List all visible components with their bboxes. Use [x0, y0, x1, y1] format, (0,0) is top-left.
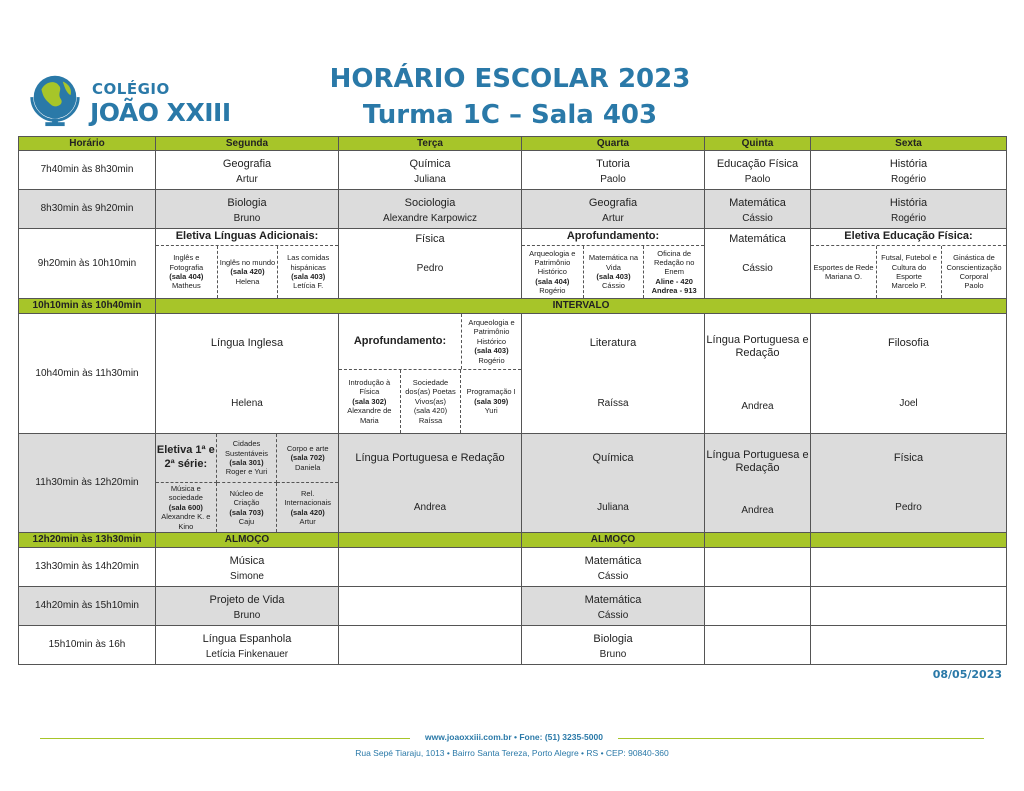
break-empty [705, 533, 811, 548]
empty-cell [339, 626, 522, 665]
break-row [19, 299, 1007, 314]
subject: Língua Portuguesa e Redação [706, 448, 809, 475]
elective-cell [339, 314, 522, 434]
elective-option: Introdução à Física (sala 302) Alexandre de Maria [347, 378, 392, 425]
page-title: HORÁRIO ESCOLAR 2023 [329, 64, 691, 94]
subject: Filosofia [888, 337, 929, 350]
subject: Língua Espanhola [202, 633, 292, 645]
elective-option: Inglês e Fotografia (sala 404) Matheus [169, 253, 204, 291]
empty-cell [339, 587, 522, 626]
logo-small-text: COLÉGIO [92, 80, 170, 98]
teacher: Andrea [741, 400, 774, 412]
time-cell: 13h30min às 14h20min [19, 548, 156, 587]
elective-option: Música e sociedade (sala 600) Alexandre K. e Kino [156, 483, 217, 532]
teacher: Juliana [414, 174, 446, 185]
header-row [19, 137, 1007, 151]
teacher: Cássio [597, 571, 629, 582]
footer-divider [618, 738, 984, 739]
elective-option: Núcleo de Criação (sala 703) Caju [217, 483, 278, 532]
class-cell [339, 151, 522, 190]
elective-option: Inglês no mundo (sala 420) Helena [217, 246, 278, 298]
elective-cell [522, 229, 705, 299]
subject: Física [893, 452, 924, 465]
elective-option: Las comidas hispánicas (sala 403) Letícia F. [277, 246, 338, 298]
teacher: Pedro [895, 501, 922, 513]
elective-option: Programação I (sala 309) Yuri [460, 370, 521, 433]
elective-heading: Eletiva Educação Física: [811, 229, 1006, 246]
teacher: Pedro [416, 263, 444, 274]
teacher: Andrea [413, 501, 447, 513]
class-cell [522, 548, 705, 587]
teacher: Cássio [742, 263, 773, 274]
page-subtitle: Turma 1C – Sala 403 [362, 100, 658, 130]
class-cell [156, 314, 339, 434]
elective-option: Esportes de Rede Mariana O. [813, 262, 874, 282]
teacher: Rogério [890, 174, 927, 185]
teacher: Bruno [233, 213, 261, 224]
time-cell: 11h30min às 12h20min [19, 434, 156, 533]
time-cell: 14h20min às 15h10min [19, 587, 156, 626]
elective-option: Rel. Internacionais (sala 420) Artur [284, 488, 332, 526]
header-horario: Horário [19, 137, 156, 151]
elective-heading: Eletiva Línguas Adicionais: [156, 229, 338, 246]
teacher: Letícia Finkenauer [205, 649, 289, 660]
elective-option: Ginástica de Conscientização Corporal Paolo [941, 246, 1006, 298]
teacher: Artur [602, 213, 624, 224]
class-cell [156, 626, 339, 665]
class-cell [339, 190, 522, 229]
class-cell [522, 587, 705, 626]
time-cell: 15h10min às 16h [19, 626, 156, 665]
subject: Física [415, 233, 445, 245]
subject: Matemática [729, 197, 786, 209]
subject: Química [409, 158, 451, 170]
empty-cell [705, 626, 811, 665]
class-cell [705, 314, 811, 434]
subject: Língua Inglesa [210, 337, 284, 350]
elective-option: Arqueologia e Patrimônio Histórico (sala 404) Rogério [529, 248, 576, 296]
break-label: ALMOÇO [156, 533, 339, 548]
table-row [19, 626, 1007, 665]
time-cell: 10h10min às 10h40min [19, 299, 156, 314]
subject: Química [592, 452, 634, 465]
class-cell [705, 434, 811, 533]
footer-address: Rua Sepé Tiaraju, 1013 • Bairro Santa Tereza, Porto Alegre • RS • CEP: 90840-360 [355, 748, 669, 758]
class-cell [522, 190, 705, 229]
subject: Geografia [222, 158, 272, 170]
break-label: ALMOÇO [522, 533, 705, 548]
subject: Sociologia [404, 197, 456, 209]
subject: História [889, 158, 928, 170]
elective-heading: Eletiva 1ª e 2ª série: [156, 434, 217, 483]
subject: Biologia [227, 197, 267, 209]
subject: Matemática [729, 233, 786, 245]
subject: Matemática [584, 594, 642, 606]
subject: Geografia [588, 197, 638, 209]
elective-option: Oficina de Redação no Enem Aline - 420 Andrea - 913 [643, 246, 704, 298]
class-cell [522, 626, 705, 665]
header-quinta: Quinta [705, 137, 811, 151]
school-logo [26, 68, 231, 132]
elective-cell [156, 229, 339, 299]
header-terca: Terça [339, 137, 522, 151]
table-row [19, 548, 1007, 587]
globe-icon [26, 70, 84, 128]
elective-option: Futsal, Futebol e Cultura do Esporte Marcelo P. [876, 246, 941, 298]
footer-contact: www.joaoxxiii.com.br • Fone: (51) 3235-5000 [425, 732, 603, 742]
teacher: Juliana [597, 501, 629, 513]
teacher: Simone [230, 571, 264, 582]
elective-option: Arqueologia e Patrimônio Histórico (sala 403) Rogério [468, 318, 515, 365]
class-cell [522, 314, 705, 434]
header-quarta: Quarta [522, 137, 705, 151]
teacher: Artur [236, 174, 258, 185]
table-row [19, 434, 1007, 533]
table-row [19, 229, 1007, 299]
time-cell: 12h20min às 13h30min [19, 533, 156, 548]
break-row [19, 533, 1007, 548]
subject: Matemática [584, 555, 642, 567]
empty-cell [811, 548, 1007, 587]
class-cell [522, 151, 705, 190]
table-row [19, 587, 1007, 626]
elective-option: Cidades Sustentáveis (sala 301) Roger e Yuri [217, 434, 278, 483]
subject: Tutoria [596, 158, 630, 170]
time-cell: 10h40min às 11h30min [19, 314, 156, 434]
elective-cell [811, 229, 1007, 299]
teacher: Alexandre Karpowicz [383, 213, 477, 224]
footer-divider [40, 738, 410, 739]
subject: História [889, 197, 928, 209]
empty-cell [811, 587, 1007, 626]
teacher: Rogério [890, 213, 927, 224]
teacher: Cássio [597, 610, 629, 621]
teacher: Paolo [744, 174, 771, 185]
subject: Biologia [593, 633, 633, 645]
break-empty [811, 533, 1007, 548]
schedule-table [18, 136, 1007, 665]
teacher: Helena [231, 397, 263, 409]
empty-cell [339, 548, 522, 587]
class-cell [811, 314, 1007, 434]
subject: Língua Portuguesa e Redação [355, 452, 505, 465]
subject: Literatura [589, 337, 637, 350]
subject: Música [229, 555, 265, 567]
teacher: Raíssa [597, 397, 629, 409]
elective-option: Sociedade dos(as) Poetas Vivos(as) (sala 420) Raíssa [400, 370, 461, 433]
elective-option: Corpo e arte (sala 702) Daniela [277, 434, 338, 483]
teacher: Joel [899, 397, 918, 409]
class-cell [156, 548, 339, 587]
subject: Educação Física [716, 158, 799, 170]
class-cell [156, 587, 339, 626]
class-cell [811, 190, 1007, 229]
break-empty [339, 533, 522, 548]
teacher: Bruno [233, 610, 261, 621]
teacher: Andrea [741, 505, 774, 517]
empty-cell [811, 626, 1007, 665]
subject: Língua Portuguesa e Redação [706, 334, 809, 360]
time-cell: 8h30min às 9h20min [19, 190, 156, 229]
time-cell: 9h20min às 10h10min [19, 229, 156, 299]
table-row [19, 151, 1007, 190]
table-row [19, 314, 1007, 434]
class-cell [339, 229, 522, 299]
class-cell [811, 434, 1007, 533]
class-cell [339, 434, 522, 533]
header-segunda: Segunda [156, 137, 339, 151]
document-date: 08/05/2023 [932, 668, 1002, 681]
elective-cell [156, 434, 339, 533]
subject: Projeto de Vida [209, 594, 285, 606]
class-cell [705, 151, 811, 190]
logo-big-text: JOÃO XXIII [90, 98, 231, 127]
class-cell [705, 190, 811, 229]
empty-cell [705, 587, 811, 626]
class-cell [522, 434, 705, 533]
class-cell [705, 229, 811, 299]
time-cell: 7h40min às 8h30min [19, 151, 156, 190]
elective-heading: Aprofundamento: [339, 314, 462, 369]
elective-heading: Aprofundamento: [522, 229, 704, 246]
header-sexta: Sexta [811, 137, 1007, 151]
teacher: Bruno [599, 649, 627, 660]
teacher: Paolo [600, 174, 626, 185]
table-row [19, 190, 1007, 229]
class-cell [156, 190, 339, 229]
elective-option: Matemática na Vida (sala 403) Cássio [583, 246, 644, 298]
teacher: Cássio [742, 213, 773, 224]
class-cell [156, 151, 339, 190]
empty-cell [705, 548, 811, 587]
class-cell [811, 151, 1007, 190]
break-label: INTERVALO [156, 299, 1007, 314]
